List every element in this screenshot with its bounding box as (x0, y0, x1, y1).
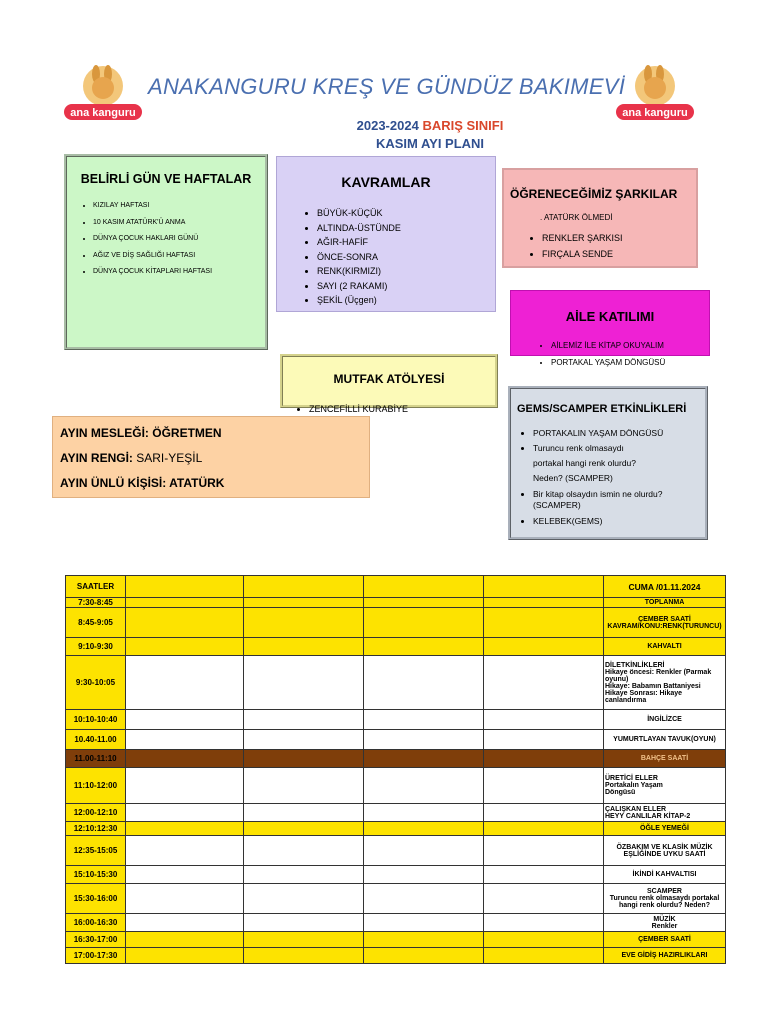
empty-cell (484, 804, 604, 822)
page-title: ANAKANGURU KREŞ VE GÜNDÜZ BAKIMEVİ (148, 74, 626, 99)
family-participation-box (510, 290, 710, 367)
activity-cell: İNGİLİZCE (604, 710, 726, 730)
empty-cell (484, 768, 604, 804)
empty-cell (484, 730, 604, 750)
special-days-list (67, 198, 265, 281)
empty-cell (484, 710, 604, 730)
empty-cell (364, 656, 484, 710)
table-row (66, 836, 726, 866)
time-cell: 16:00-16:30 (66, 914, 126, 932)
daily-schedule-table (65, 575, 726, 964)
activity-cell: TOPLANMA (604, 598, 726, 608)
time-cell: 9:10-9:30 (66, 638, 126, 656)
concepts-box (276, 156, 496, 312)
empty-cell (244, 750, 364, 768)
table-row (66, 730, 726, 750)
class-name: BARIŞ SINIFI (422, 118, 504, 133)
time-cell: 10.40-11.00 (66, 730, 126, 750)
empty-cell (484, 822, 604, 836)
time-cell: 7:30-8:45 (66, 598, 126, 608)
empty-cell (126, 804, 244, 822)
header-cell (484, 576, 604, 598)
empty-cell (244, 932, 364, 948)
table-row (66, 932, 726, 948)
empty-cell (364, 914, 484, 932)
list-item: • DÜNYA ÇOCUK HAKLARI GÜNÜ (93, 231, 265, 248)
list-item: • AİLEMİZ İLE KİTAP OKUYALIM (551, 337, 709, 354)
plan-title: KASIM AYI PLANI (375, 136, 485, 151)
empty-cell (244, 914, 364, 932)
empty-cell (484, 608, 604, 638)
list-item: • ŞEKİL (Üçgen) (317, 293, 495, 308)
header-cell (244, 576, 364, 598)
activity-cell: SCAMPER Turuncu renk olmasaydı portakal hangi renk olurdu? Neden? (604, 884, 726, 914)
empty-cell (244, 866, 364, 884)
table-row (66, 914, 726, 932)
time-cell: 15:30-16:00 (66, 884, 126, 914)
list-item: • RENKLER ŞARKISI (542, 230, 696, 246)
header-day: CUMA /01.11.2024 (604, 576, 726, 598)
empty-cell (364, 608, 484, 638)
header-cell (126, 576, 244, 598)
empty-cell (126, 656, 244, 710)
list-item: • BÜYÜK-KÜÇÜK (317, 206, 495, 221)
header-time: SAATLER (66, 576, 126, 598)
list-item: • RENK(KIRMIZI) (317, 264, 495, 279)
empty-cell (364, 750, 484, 768)
empty-cell (364, 638, 484, 656)
table-row (66, 804, 726, 822)
activity-cell: ÇEMBER SAATİ KAVRAM/KONU:RENK(TURUNCU) (604, 608, 726, 638)
list-item: • PORTAKALIN YAŞAM DÖNGÜSÜ (533, 426, 705, 441)
month-color-value: SARI-YEŞİL (136, 451, 203, 465)
empty-cell (364, 710, 484, 730)
concepts-list (277, 206, 495, 308)
empty-cell (126, 836, 244, 866)
empty-cell (126, 948, 244, 964)
empty-cell (484, 866, 604, 884)
empty-cell (126, 608, 244, 638)
empty-cell (364, 822, 484, 836)
list-item: • KELEBEK(GEMS) (533, 514, 705, 529)
empty-cell (364, 804, 484, 822)
activity-cell: DİLETKİNLİKLERİ Hikaye öncesi: Renkler (Parmak oyunu) Hikaye: Babamın Battaniyesi Hikaye Sonrası: Hikaye canlandırma (604, 656, 726, 710)
empty-cell (126, 822, 244, 836)
family-title: AİLE KATILIMI (565, 309, 655, 324)
empty-cell (244, 836, 364, 866)
time-cell: 11:10-12:00 (66, 768, 126, 804)
time-cell: 12:10:12:30 (66, 822, 126, 836)
empty-cell (244, 730, 364, 750)
family-list (511, 337, 709, 371)
time-cell: 15:10-15:30 (66, 866, 126, 884)
empty-cell (364, 768, 484, 804)
songs-list (504, 230, 696, 262)
empty-cell (364, 866, 484, 884)
time-cell: 8:45-9:05 (66, 608, 126, 638)
empty-cell (244, 638, 364, 656)
empty-cell (244, 710, 364, 730)
empty-cell (244, 884, 364, 914)
time-cell: 17:00-17:30 (66, 948, 126, 964)
gems-scamper-box (508, 386, 708, 540)
empty-cell (126, 768, 244, 804)
list-item: • ÖNCE-SONRA (317, 250, 495, 265)
table-row (66, 608, 726, 638)
activity-cell: BAHÇE SAATİ (604, 750, 726, 768)
empty-cell (244, 608, 364, 638)
list-item: Neden? (SCAMPER) (533, 473, 613, 483)
empty-cell (484, 948, 604, 964)
class-subtitle (300, 118, 560, 133)
activity-cell: EVE GİDİŞ HAZIRLIKLARI (604, 948, 726, 964)
empty-cell (484, 932, 604, 948)
month-famous-person: AYIN ÜNLÜ KİŞİSİ: ATATÜRK (60, 476, 225, 490)
empty-cell (126, 710, 244, 730)
list-item: • KIZILAY HAFTASI (93, 198, 265, 215)
list-item: • SAYI (2 RAKAMI) (317, 279, 495, 294)
header-cell (364, 576, 484, 598)
list-item: • ALTINDA-ÜSTÜNDE (317, 221, 495, 236)
kitchen-workshop-box (280, 354, 498, 414)
list-item: • ZENCEFİLLİ KURABİYE (309, 402, 495, 416)
time-cell: 9:30-10:05 (66, 656, 126, 710)
empty-cell (484, 638, 604, 656)
table-row (66, 884, 726, 914)
empty-cell (244, 598, 364, 608)
month-profession: AYIN MESLEĞİ: ÖĞRETMEN (60, 426, 222, 440)
activity-cell: ÇEMBER SAATİ (604, 932, 726, 948)
songs-note: . ATATÜRK ÖLMEDİ (540, 213, 613, 222)
gems-title: GEMS/SCAMPER ETKİNLİKLERİ (517, 403, 687, 415)
kindergarten-logo-left (62, 62, 144, 130)
empty-cell (244, 768, 364, 804)
empty-cell (364, 948, 484, 964)
table-header-row (66, 576, 726, 598)
year-label: 2023-2024 (356, 118, 419, 133)
list-item: • 10 KASIM ATATÜRK'Ü ANMA (93, 215, 265, 232)
list-item: • AĞIZ VE DİŞ SAĞLIĞI HAFTASI (93, 248, 265, 265)
list-item: portakal hangi renk olurdu? (533, 458, 637, 468)
empty-cell (364, 836, 484, 866)
empty-cell (126, 932, 244, 948)
time-cell: 11.00-11:10 (66, 750, 126, 768)
empty-cell (244, 822, 364, 836)
table-row (66, 710, 726, 730)
empty-cell (126, 914, 244, 932)
list-item: • PORTAKAL YAŞAM DÖNGÜSÜ (551, 354, 709, 371)
songs-box (502, 168, 698, 268)
time-cell: 12:35-15:05 (66, 836, 126, 866)
empty-cell (244, 804, 364, 822)
empty-cell (484, 656, 604, 710)
list-item: • FIRÇALA SENDE (542, 246, 696, 262)
empty-cell (484, 836, 604, 866)
empty-cell (126, 866, 244, 884)
activity-cell: ÇALIŞKAN ELLER HEYY CANLILAR KİTAP-2 (604, 804, 726, 822)
empty-cell (244, 656, 364, 710)
songs-title: ÖĞRENECEĞİMİZ ŞARKILAR (510, 187, 678, 201)
table-row (66, 656, 726, 710)
activity-cell: ÜRETİCİ ELLER Portakalın Yaşam Döngüsü (604, 768, 726, 804)
empty-cell (364, 598, 484, 608)
special-days-box (64, 154, 268, 350)
empty-cell (364, 884, 484, 914)
empty-cell (364, 932, 484, 948)
table-row (66, 948, 726, 964)
empty-cell (126, 598, 244, 608)
table-row (66, 866, 726, 884)
list-item: • AĞIR-HAFİF (317, 235, 495, 250)
empty-cell (364, 730, 484, 750)
time-cell: 10:10-10:40 (66, 710, 126, 730)
empty-cell (484, 598, 604, 608)
concepts-title: KAVRAMLAR (341, 174, 431, 190)
time-cell: 12:00-12:10 (66, 804, 126, 822)
table-row (66, 750, 726, 768)
month-color (60, 446, 369, 471)
empty-cell (126, 638, 244, 656)
table-row (66, 822, 726, 836)
empty-cell (126, 730, 244, 750)
table-row (66, 768, 726, 804)
empty-cell (484, 884, 604, 914)
month-color-label: AYIN RENGİ: (60, 451, 137, 465)
activity-cell: İKİNDİ KAHVALTISI (604, 866, 726, 884)
kitchen-list (283, 402, 495, 416)
table-row (66, 598, 726, 608)
svg-text:ana kanguru: ana kanguru (622, 107, 688, 119)
special-days-title: BELİRLİ GÜN VE HAFTALAR (80, 171, 252, 186)
activity-cell: KAHVALTI (604, 638, 726, 656)
list-item: • Turuncu renk olmasaydı (533, 441, 705, 456)
month-info-box (52, 416, 370, 498)
empty-cell (484, 750, 604, 768)
empty-cell (484, 914, 604, 932)
svg-text:ana kanguru: ana kanguru (70, 107, 136, 119)
time-cell: 16:30-17:00 (66, 932, 126, 948)
activity-cell: YUMURTLAYAN TAVUK(OYUN) (604, 730, 726, 750)
gems-list (511, 426, 705, 529)
activity-cell: ÖĞLE YEMEĞİ (604, 822, 726, 836)
empty-cell (126, 884, 244, 914)
list-item: • Bir kitap olsaydın ismin ne olurdu? (SCAMPER) (533, 489, 705, 511)
empty-cell (244, 948, 364, 964)
kitchen-title: MUTFAK ATÖLYESİ (333, 372, 445, 386)
list-item: • DÜNYA ÇOCUK KİTAPLARI HAFTASI (93, 264, 265, 281)
table-row (66, 638, 726, 656)
activity-cell: ÖZBAKIM VE KLASİK MÜZİK EŞLİĞİNDE UYKU SAATİ (604, 836, 726, 866)
empty-cell (126, 750, 244, 768)
activity-cell: MÜZİK Renkler (604, 914, 726, 932)
